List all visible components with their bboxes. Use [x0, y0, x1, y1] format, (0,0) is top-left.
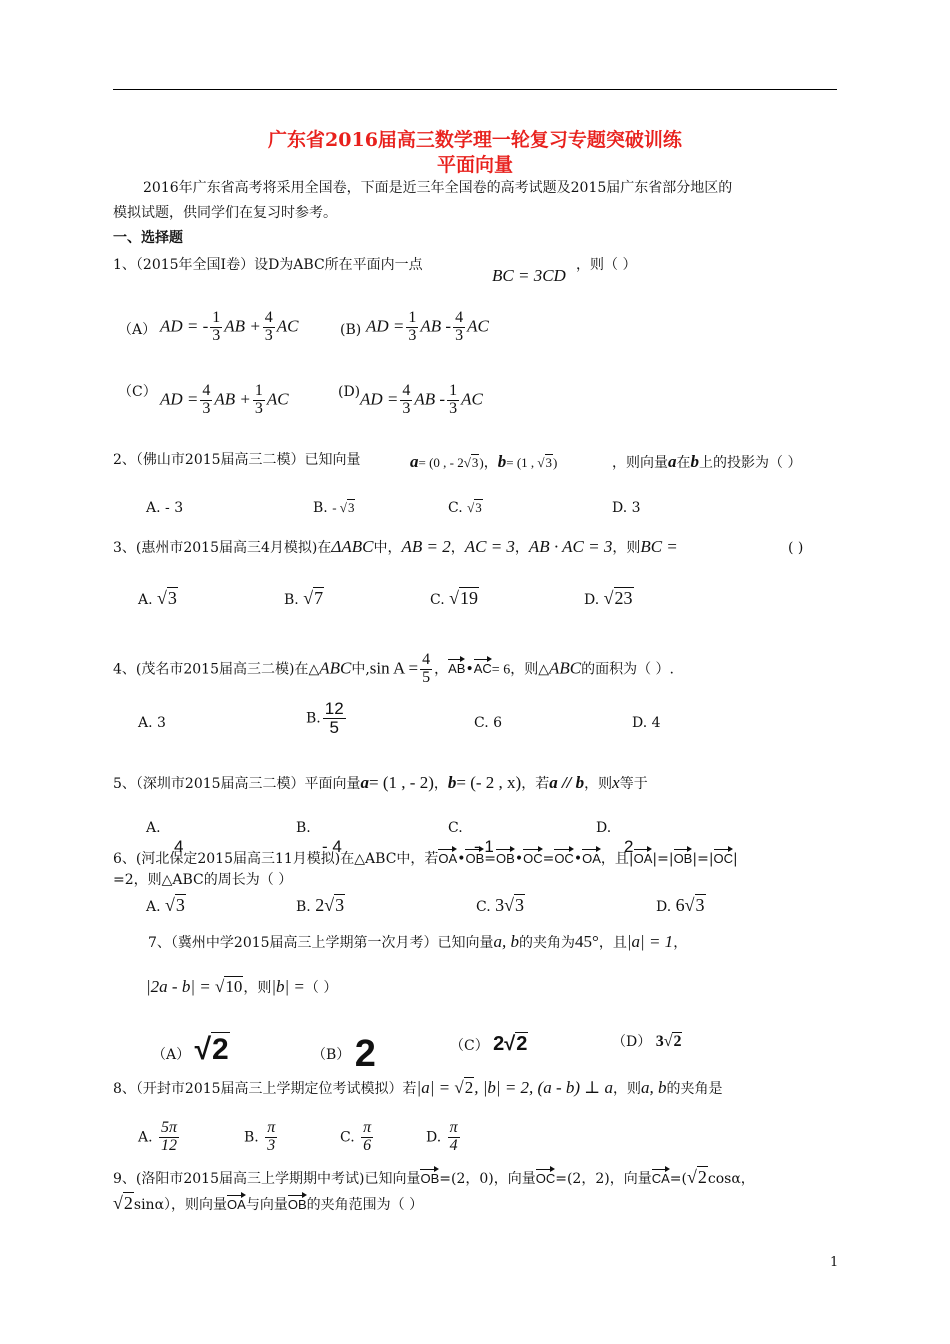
- q7-option-c: （C） 2√2: [450, 1033, 528, 1055]
- intro-line-1: 2016年广东省高考将采用全国卷，下面是近三年全国卷的高考试题及2015届广东省部分地区的: [143, 180, 733, 196]
- q8-stem: 8、（开封市2015届高三上学期定位考试模拟）若|a| = √2, |b| = 2, (a - b) ⊥ a，则a, b的夹角是: [113, 1078, 723, 1097]
- q1-option-a: AD = - $\frac{1}{3}$ AB + $\frac{4}{3}$ AC: [160, 309, 299, 344]
- q2-option-d: D. 3: [612, 500, 641, 516]
- q4-option-d: D. 4: [632, 715, 661, 731]
- q7-option-d: （D） 3√2: [612, 1033, 682, 1050]
- page-number: 1: [830, 1255, 839, 1270]
- q2-option-a: A. - 3: [146, 500, 184, 516]
- q5-option-b: B. - 4: [296, 820, 342, 856]
- q4-option-a: A. 3: [138, 715, 166, 731]
- q2-option-c: C. √3: [448, 500, 482, 516]
- q8-option-b: B. $\frac{\pi}{3}$: [244, 1119, 276, 1154]
- q6-option-d: D. 6√3: [656, 895, 705, 915]
- q1-option-d-label: (D): [338, 384, 361, 400]
- q6-option-a: A. √3: [146, 895, 185, 915]
- q1-option-d: AD = $\frac{4}{3}$ AB - $\frac{1}{3}$ AC: [360, 382, 483, 417]
- header-rule: [113, 89, 837, 90]
- q1-option-a-label: （A）: [118, 322, 157, 338]
- q2-ask: ，则向量a在b上的投影为（ ）: [612, 452, 802, 471]
- q6-stem: 6、(河北保定2015届高三11月模拟)在△ABC中，若OA•OB=OB•OC=OC•OA，且|OA|=|OB|=|OC|: [113, 847, 738, 868]
- q3-option-c: C. √19: [430, 588, 479, 608]
- section-heading: 一、选择题: [113, 230, 183, 246]
- q1-option-b: AD = $\frac{1}{3}$ AB - $\frac{4}{3}$ AC: [366, 309, 489, 344]
- q4-option-b: B. $\frac{12}{5}$: [306, 699, 344, 737]
- q1-ask: ，则（ ）: [576, 257, 637, 273]
- q5-option-d: D. 2: [596, 820, 634, 856]
- q7-option-b: （B） 2: [312, 1033, 376, 1075]
- q2-option-b: B. - √3: [313, 500, 355, 516]
- q8-option-c: C. $\frac{\pi}{6}$: [340, 1119, 372, 1154]
- q9-line-2: √2sinα），则向量OA与向量OB的夹角范围为（ ）: [113, 1193, 424, 1213]
- q5-option-a: A. 4: [146, 820, 184, 856]
- q3-option-d: D. √23: [584, 588, 633, 608]
- q3-stem: 3、(惠州市2015届高三4月模拟)在ΔABC中，AB = 2，AC = 3，AB · AC = 3，则BC =: [113, 537, 678, 556]
- q8-option-d: D. $\frac{\pi}{4}$: [426, 1119, 458, 1154]
- intro-line-2: 模拟试题，供同学们在复习时参考。: [113, 205, 337, 221]
- q3-option-b: B. √7: [284, 588, 324, 608]
- q7-stem: 7、（冀州中学2015届高三上学期第一次月考）已知向量a, b的夹角为45°，且|a| = 1，: [148, 932, 688, 951]
- q4-stem: 4、(茂名市2015届高三二模)在△ABC中,sin A = $\frac{4}{5}$ ，AB•AC= 6，则△ABC的面积为（ ）.: [113, 651, 674, 686]
- doc-subtitle: 平面向量: [436, 154, 513, 176]
- q1-option-c: AD = $\frac{4}{3}$ AB + $\frac{1}{3}$ AC: [160, 382, 289, 417]
- q6-option-c: C. 3√3: [476, 895, 525, 915]
- q5-option-c: C. - 1: [448, 820, 494, 856]
- q1-condition: BC = 3CD: [492, 266, 566, 285]
- q7-option-a: （A） √2: [152, 1033, 229, 1066]
- q2-vector-a: a= (0 , - 2√3)，b= (1 , √3): [410, 452, 558, 471]
- q4-option-c: C. 6: [474, 715, 503, 731]
- q5-stem: 5、（深圳市2015届高三二模）平面向量a= (1 , - 2)，b= (- 2 , x)，若a // b，则x等于: [113, 773, 648, 792]
- doc-title: 广东省2016届高三数学理一轮复习专题突破训练: [268, 129, 682, 151]
- q1-option-c-label: （C）: [118, 384, 157, 400]
- q7-line-2: |2a - b| = √10，则|b| =（ ）: [146, 977, 338, 996]
- q9-stem: 9、(洛阳市2015届高三上学期期中考试)已知向量OB=(2，0)，向量OC=(2，2)，向量CA=(√2cosα，: [113, 1167, 755, 1187]
- q1-option-b-label: (B): [340, 322, 362, 338]
- q3-option-a: A. √3: [138, 588, 177, 608]
- q8-option-a: A. $\frac{5\pi}{12}$: [138, 1119, 178, 1154]
- q2-stem: 2、（佛山市2015届高三二模）已知向量: [113, 452, 361, 468]
- q1-stem: 1、（2015年全国I卷）设D为ABC所在平面内一点: [113, 257, 423, 273]
- q3-paren: ( ): [788, 540, 804, 556]
- q6-option-b: B. 2√3: [296, 895, 345, 915]
- q6-line-2: =2，则△ABC的周长为（ ）: [113, 872, 293, 888]
